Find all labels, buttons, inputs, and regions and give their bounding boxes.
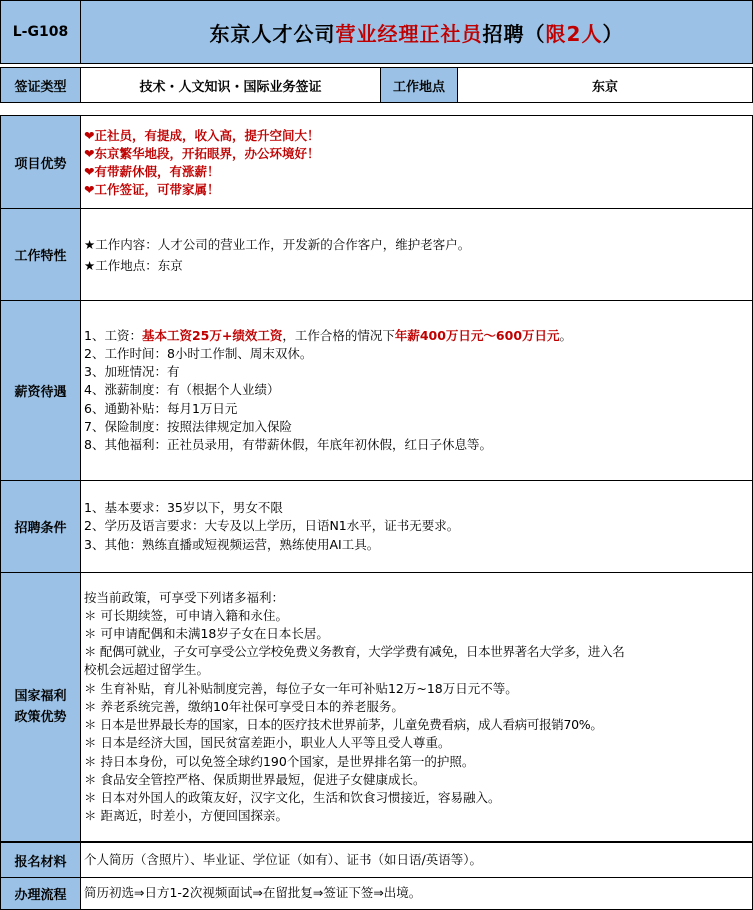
job-code: L-G108 (12, 24, 69, 40)
requirement-line: 2、学历及语言要求：大专及以上学历，日语N1水平，证书无要求。 (84, 518, 460, 534)
salary-line: 8、其他福利：正社员录用，有带薪休假，年底年初休假，红日子休息等。 (84, 437, 492, 452)
work-location-value (457, 67, 753, 103)
welfare-line: ＊ 日本是世界最长寿的国家，日本的医疗技术世界前茅，儿童免费看病，成人看病可报销70%。 (84, 717, 603, 733)
welfare-line: 按当前政策，可享受下列诸多福利： (84, 589, 285, 605)
welfare-content (80, 572, 753, 842)
welfare-line: ＊ 可申请配偶和未满18岁子女在日本长居。 (84, 626, 329, 642)
features-label (0, 208, 81, 301)
advantages-label-text: 项目优势 (14, 156, 67, 172)
salary-line: 2、工作时间：8小时工作制、周末双休。 (84, 345, 313, 361)
welfare-line: ＊ 日本对外国人的政策友好，汉字文化，生活和饮食习惯接近，容易融入。 (84, 789, 501, 805)
job-code-cell (0, 0, 81, 64)
salary-line-mid: ，工作合格的情况下 (282, 327, 395, 343)
heart-icon: ❤ (84, 182, 95, 198)
welfare-line: ＊ 距离近，时差小，方便回国探亲。 (84, 808, 288, 824)
salary-line-end: 。 (559, 327, 573, 343)
work-location-value-text: 东京 (591, 79, 618, 95)
process-label (0, 877, 81, 910)
title-highlight: 营业经理正社员 (335, 21, 483, 46)
advantage-text: 有带薪休假，有涨薪！ (94, 164, 220, 179)
advantage-item (84, 145, 752, 163)
materials-label-text: 报名材料 (14, 854, 67, 870)
materials-label (0, 842, 81, 878)
annual-salary-highlight: 年薪400万日元～600万日元 (394, 327, 560, 343)
salary-line-prefix: 1、工资： (84, 327, 142, 343)
heart-icon: ❤ (84, 145, 95, 161)
visa-type-value-text: 技术・人文知识・国际业务签证 (139, 79, 322, 95)
heart-icon: ❤ (84, 127, 95, 143)
title-text (210, 18, 624, 47)
requirement-line: 3、其他：熟练直播或短视频运营，熟练使用AI工具。 (84, 536, 380, 552)
salary-label (0, 300, 81, 481)
feature-line: ★工作内容：人才公司的营业工作，开发新的合作客户，维护老客户。 (84, 236, 471, 252)
salary-line: 4、涨薪制度：有（根据个人业绩） (84, 382, 280, 398)
base-salary-highlight: 基本工资25万+绩效工资 (141, 327, 283, 343)
requirements-label (0, 480, 81, 573)
feature-line: ★工作地点：东京 (84, 257, 183, 273)
process-label-text: 办理流程 (14, 888, 67, 903)
welfare-label-line: 政策优势 (14, 710, 67, 725)
requirements-content (80, 480, 753, 573)
welfare-line: 校机会远超过留学生。 (84, 662, 210, 678)
welfare-line: ＊ 生育补贴，育儿补贴制度完善，每位子女一年可补贴12万~18万日元不等。 (84, 680, 518, 696)
visa-type-label-text: 签证类型 (14, 79, 67, 95)
work-location-label (380, 67, 458, 103)
advantage-text: 正社员，有提成，收入高，提升空间大！ (94, 127, 320, 143)
salary-label-text: 薪资待遇 (14, 385, 67, 400)
advantage-item (84, 127, 752, 145)
salary-content (80, 300, 753, 481)
title-prefix: 东京人才公司 (209, 21, 336, 46)
welfare-line: ＊ 日本是经济大国，国民贫富差距小，职业人人平等且受人尊重。 (84, 735, 451, 751)
welfare-line: ＊ 配偶可就业，子女可享受公立学校免费义务教育，大学学费有减免，日本世界著名大学多，进入名 (84, 644, 625, 660)
title-suffix: 招聘（ (482, 21, 546, 46)
welfare-line: ＊ 食品安全管控严格、保质期世界最短，促进子女健康成长。 (84, 771, 426, 787)
title-end: ） (602, 21, 624, 46)
features-label-text: 工作特性 (14, 249, 67, 264)
process-content (80, 877, 753, 910)
process-value: 简历初选⇒日方1-2次视频面试⇒在留批复⇒签证下签⇒出境。 (84, 885, 422, 901)
welfare-label-line: 国家福利 (14, 689, 67, 704)
page-title (80, 0, 753, 64)
requirements-label-text: 招聘条件 (14, 521, 67, 536)
welfare-label (0, 572, 81, 842)
visa-type-value (80, 67, 381, 103)
work-location-label-text: 工作地点 (392, 79, 445, 95)
features-content (80, 208, 753, 301)
advantage-item (84, 181, 752, 199)
salary-line (84, 327, 752, 345)
materials-value: 个人简历（含照片）、毕业证、学位证（如有）、证书（如日语/英语等）。 (84, 851, 482, 867)
salary-line: 6、通勤补贴：每月1万日元 (84, 400, 238, 416)
visa-type-label (0, 67, 81, 103)
advantages-content (80, 115, 753, 209)
advantage-item (84, 163, 752, 181)
heart-icon: ❤ (84, 164, 95, 179)
welfare-line: ＊ 可长期续签，可申请入籍和永住。 (84, 607, 288, 623)
advantages-label (0, 115, 81, 209)
salary-line: 7、保险制度：按照法律规定加入保险 (84, 418, 292, 434)
welfare-line: ＊ 养老系统完善，缴纳10年社保可享受日本的养老服务。 (84, 698, 404, 714)
salary-line: 3、加班情况：有 (84, 364, 180, 380)
materials-content (80, 842, 753, 878)
requirement-line: 1、基本要求：35岁以下，男女不限 (84, 500, 283, 516)
advantage-text: 东京繁华地段，开拓眼界，办公环境好！ (94, 145, 320, 161)
welfare-line: ＊ 持日本身份，可以免签全球约190个国家，是世界排名第一的护照。 (84, 753, 475, 769)
title-limit: 限2人 (545, 21, 603, 46)
advantage-text: 工作签证，可带家属！ (94, 182, 220, 198)
